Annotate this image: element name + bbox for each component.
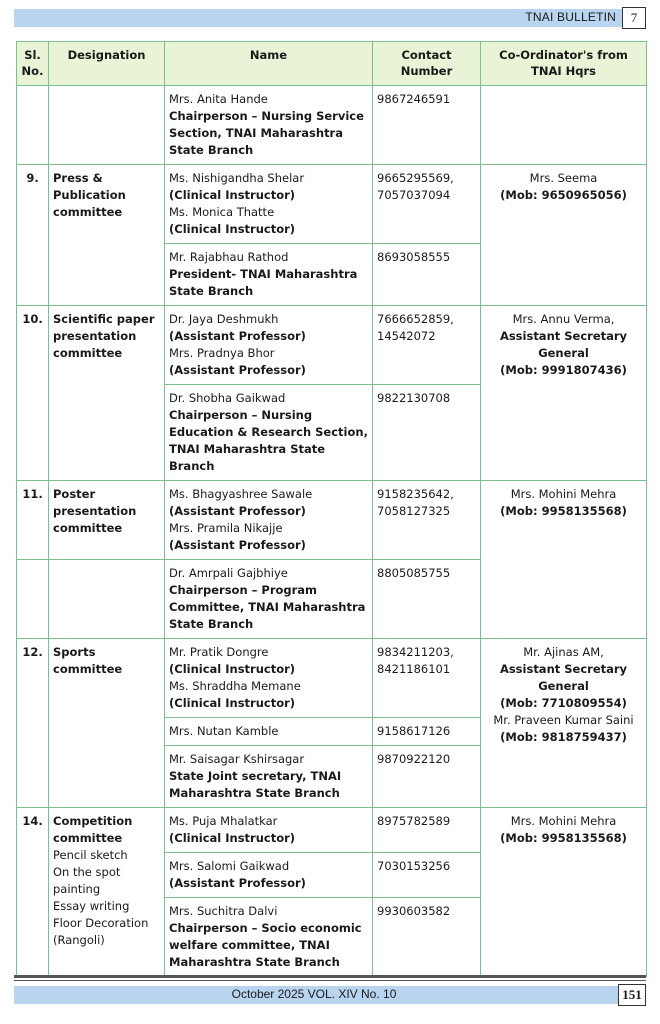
member-name: Mr. Saisagar Kshirsagar (169, 752, 305, 766)
table-row (17, 481, 647, 560)
member-name: Mr. Rajabhau Rathod (169, 250, 289, 264)
footer-bar (14, 986, 646, 1004)
name-cell (165, 898, 373, 977)
name-cell (165, 560, 373, 639)
coordinator-cell (481, 306, 647, 481)
coordinator-mobile: (Mob: 9958135568) (500, 504, 627, 518)
committee-table (16, 41, 647, 977)
table-row (17, 86, 647, 165)
member-role: (Assistant Professor) (169, 538, 306, 552)
column-header-designation: Designation (49, 42, 165, 86)
member-name: Dr. Jaya Deshmukh (169, 312, 279, 326)
coordinator-name: Mr. Ajinas AM, (523, 645, 604, 659)
name-cell (165, 718, 373, 746)
issue-info: October 2025 VOL. XIV No. 10 (231, 987, 397, 1001)
member-role: (Assistant Professor) (169, 876, 306, 890)
coordinator-title: Assistant Secretary General (499, 662, 628, 693)
coordinator-name: Mrs. Seema (529, 171, 598, 185)
designation-cell (49, 560, 165, 639)
sl-cell (17, 560, 49, 639)
sl-cell: 9. (17, 165, 49, 306)
designation-cell (49, 165, 165, 306)
member-role: (Clinical Instructor) (169, 662, 296, 676)
designation-cell (49, 86, 165, 165)
name-cell (165, 639, 373, 718)
name-cell (165, 481, 373, 560)
coordinator-name: Mrs. Annu Verma, (512, 312, 615, 326)
member-name: Dr. Amrpali Gajbhiye (169, 566, 288, 580)
name-cell (165, 385, 373, 481)
contact-cell: 8693058555 (373, 244, 481, 306)
competition-event: Pencil sketch (53, 848, 128, 862)
coordinator-mobile: (Mob: 9991807436) (500, 363, 627, 377)
member-role: Chairperson – Nursing Education & Research Section, TNAI Maharashtra State Branch (169, 408, 368, 473)
contact-cell: 8805085755 (373, 560, 481, 639)
footer-divider (14, 975, 646, 978)
member-role: (Clinical Instructor) (169, 831, 296, 845)
designation-cell (49, 306, 165, 481)
column-header-contact: Contact Number (373, 42, 481, 86)
coordinator-cell (481, 481, 647, 639)
column-header-coordinator: Co-Ordinator's from TNAI Hqrs (481, 42, 647, 86)
member-role: President- TNAI Maharashtra State Branch (169, 267, 358, 298)
competition-event: Essay writing (53, 899, 130, 913)
coordinator-mobile: (Mob: 7710809554) (500, 696, 627, 710)
designation-cell (49, 481, 165, 560)
table-row (17, 808, 647, 853)
member-role: Chairperson – Nursing Service Section, TNAI Maharashtra State Branch (169, 109, 364, 157)
column-header-name: Name (165, 42, 373, 86)
member-name: Mrs. Suchitra Dalvi (169, 904, 278, 918)
coordinator-mobile: (Mob: 9650965056) (500, 188, 627, 202)
contact-cell: 8975782589 (373, 808, 481, 853)
member-role: (Clinical Instructor) (169, 696, 296, 710)
coordinator-name: Mr. Praveen Kumar Saini (493, 713, 634, 727)
coordinator-mobile: (Mob: 9958135568) (500, 831, 627, 845)
contact-cell: 9822130708 (373, 385, 481, 481)
table-row (17, 165, 647, 244)
designation-label: Competition committee (53, 814, 133, 845)
member-role: Chairperson – Socio economic welfare committee, TNAI Maharashtra State Branch (169, 921, 362, 969)
contact-cell: 7666652859, 14542072 (373, 306, 481, 385)
sl-cell: 12. (17, 639, 49, 808)
sl-cell: 10. (17, 306, 49, 481)
designation-label: Press & Publication committee (53, 171, 126, 219)
name-cell (165, 165, 373, 244)
contact-cell: 9665295569, 7057037094 (373, 165, 481, 244)
member-name: Ms. Bhagyashree Sawale (169, 487, 313, 501)
member-role: State Joint secretary, TNAI Maharashtra State Branch (169, 769, 342, 800)
member-name: Mrs. Salomi Gaikwad (169, 859, 290, 873)
member-role: (Clinical Instructor) (169, 188, 296, 202)
footer-page-number: 151 (618, 984, 646, 1006)
coordinator-cell (481, 86, 647, 165)
member-name: Ms. Puja Mhalatkar (169, 814, 278, 828)
designation-label: Poster presentation committee (53, 487, 137, 535)
member-role: (Assistant Professor) (169, 504, 306, 518)
table-row (17, 306, 647, 385)
header-bar (14, 9, 646, 27)
member-name: Ms. Monica Thatte (169, 205, 275, 219)
name-cell (165, 808, 373, 853)
name-cell (165, 746, 373, 808)
name-cell (165, 86, 373, 165)
footer-divider (14, 980, 646, 981)
member-role: (Clinical Instructor) (169, 222, 296, 236)
sl-cell: 11. (17, 481, 49, 560)
sl-cell (17, 86, 49, 165)
designation-cell (49, 808, 165, 977)
designation-label: Sports committee (53, 645, 123, 676)
member-name: Ms. Shraddha Memane (169, 679, 301, 693)
coordinator-name: Mrs. Mohini Mehra (510, 814, 617, 828)
column-header-sl-no: Sl. No. (17, 42, 49, 86)
coordinator-cell (481, 639, 647, 808)
member-name: Ms. Nishigandha Shelar (169, 171, 305, 185)
member-name: Mrs. Anita Hande (169, 92, 268, 106)
competition-event: Floor Decoration (Rangoli) (53, 916, 149, 947)
coordinator-cell (481, 165, 647, 306)
coordinator-title: Assistant Secretary General (499, 329, 628, 360)
contact-cell: 9834211203, 8421186101 (373, 639, 481, 718)
table-header-row (17, 42, 647, 86)
coordinator-mobile: (Mob: 9818759437) (500, 730, 627, 744)
coordinator-name: Mrs. Mohini Mehra (510, 487, 617, 501)
coordinator-cell (481, 808, 647, 977)
designation-label: Scientific paper presentation committee (53, 312, 155, 360)
member-role: Chairperson – Program Committee, TNAI Maharashtra State Branch (169, 583, 366, 631)
member-name: Mrs. Pradnya Bhor (169, 346, 275, 360)
competition-event: On the spot painting (53, 865, 121, 896)
contact-cell: 9870922120 (373, 746, 481, 808)
contact-cell: 9158235642, 7058127325 (373, 481, 481, 560)
name-cell (165, 306, 373, 385)
header-page-number: 7 (622, 7, 646, 29)
table-row (17, 639, 647, 718)
member-name: Dr. Shobha Gaikwad (169, 391, 286, 405)
name-cell (165, 244, 373, 306)
member-name: Mrs. Nutan Kamble (169, 724, 279, 738)
member-role: (Assistant Professor) (169, 363, 306, 377)
designation-cell (49, 639, 165, 808)
contact-cell: 9930603582 (373, 898, 481, 977)
member-name: Mr. Pratik Dongre (169, 645, 269, 659)
contact-cell: 9158617126 (373, 718, 481, 746)
name-cell (165, 853, 373, 898)
contact-cell: 7030153256 (373, 853, 481, 898)
contact-cell: 9867246591 (373, 86, 481, 165)
sl-cell: 14. (17, 808, 49, 977)
member-role: (Assistant Professor) (169, 329, 306, 343)
member-name: Mrs. Pramila Nikajje (169, 521, 283, 535)
bulletin-title: TNAI BULLETIN (525, 10, 616, 24)
